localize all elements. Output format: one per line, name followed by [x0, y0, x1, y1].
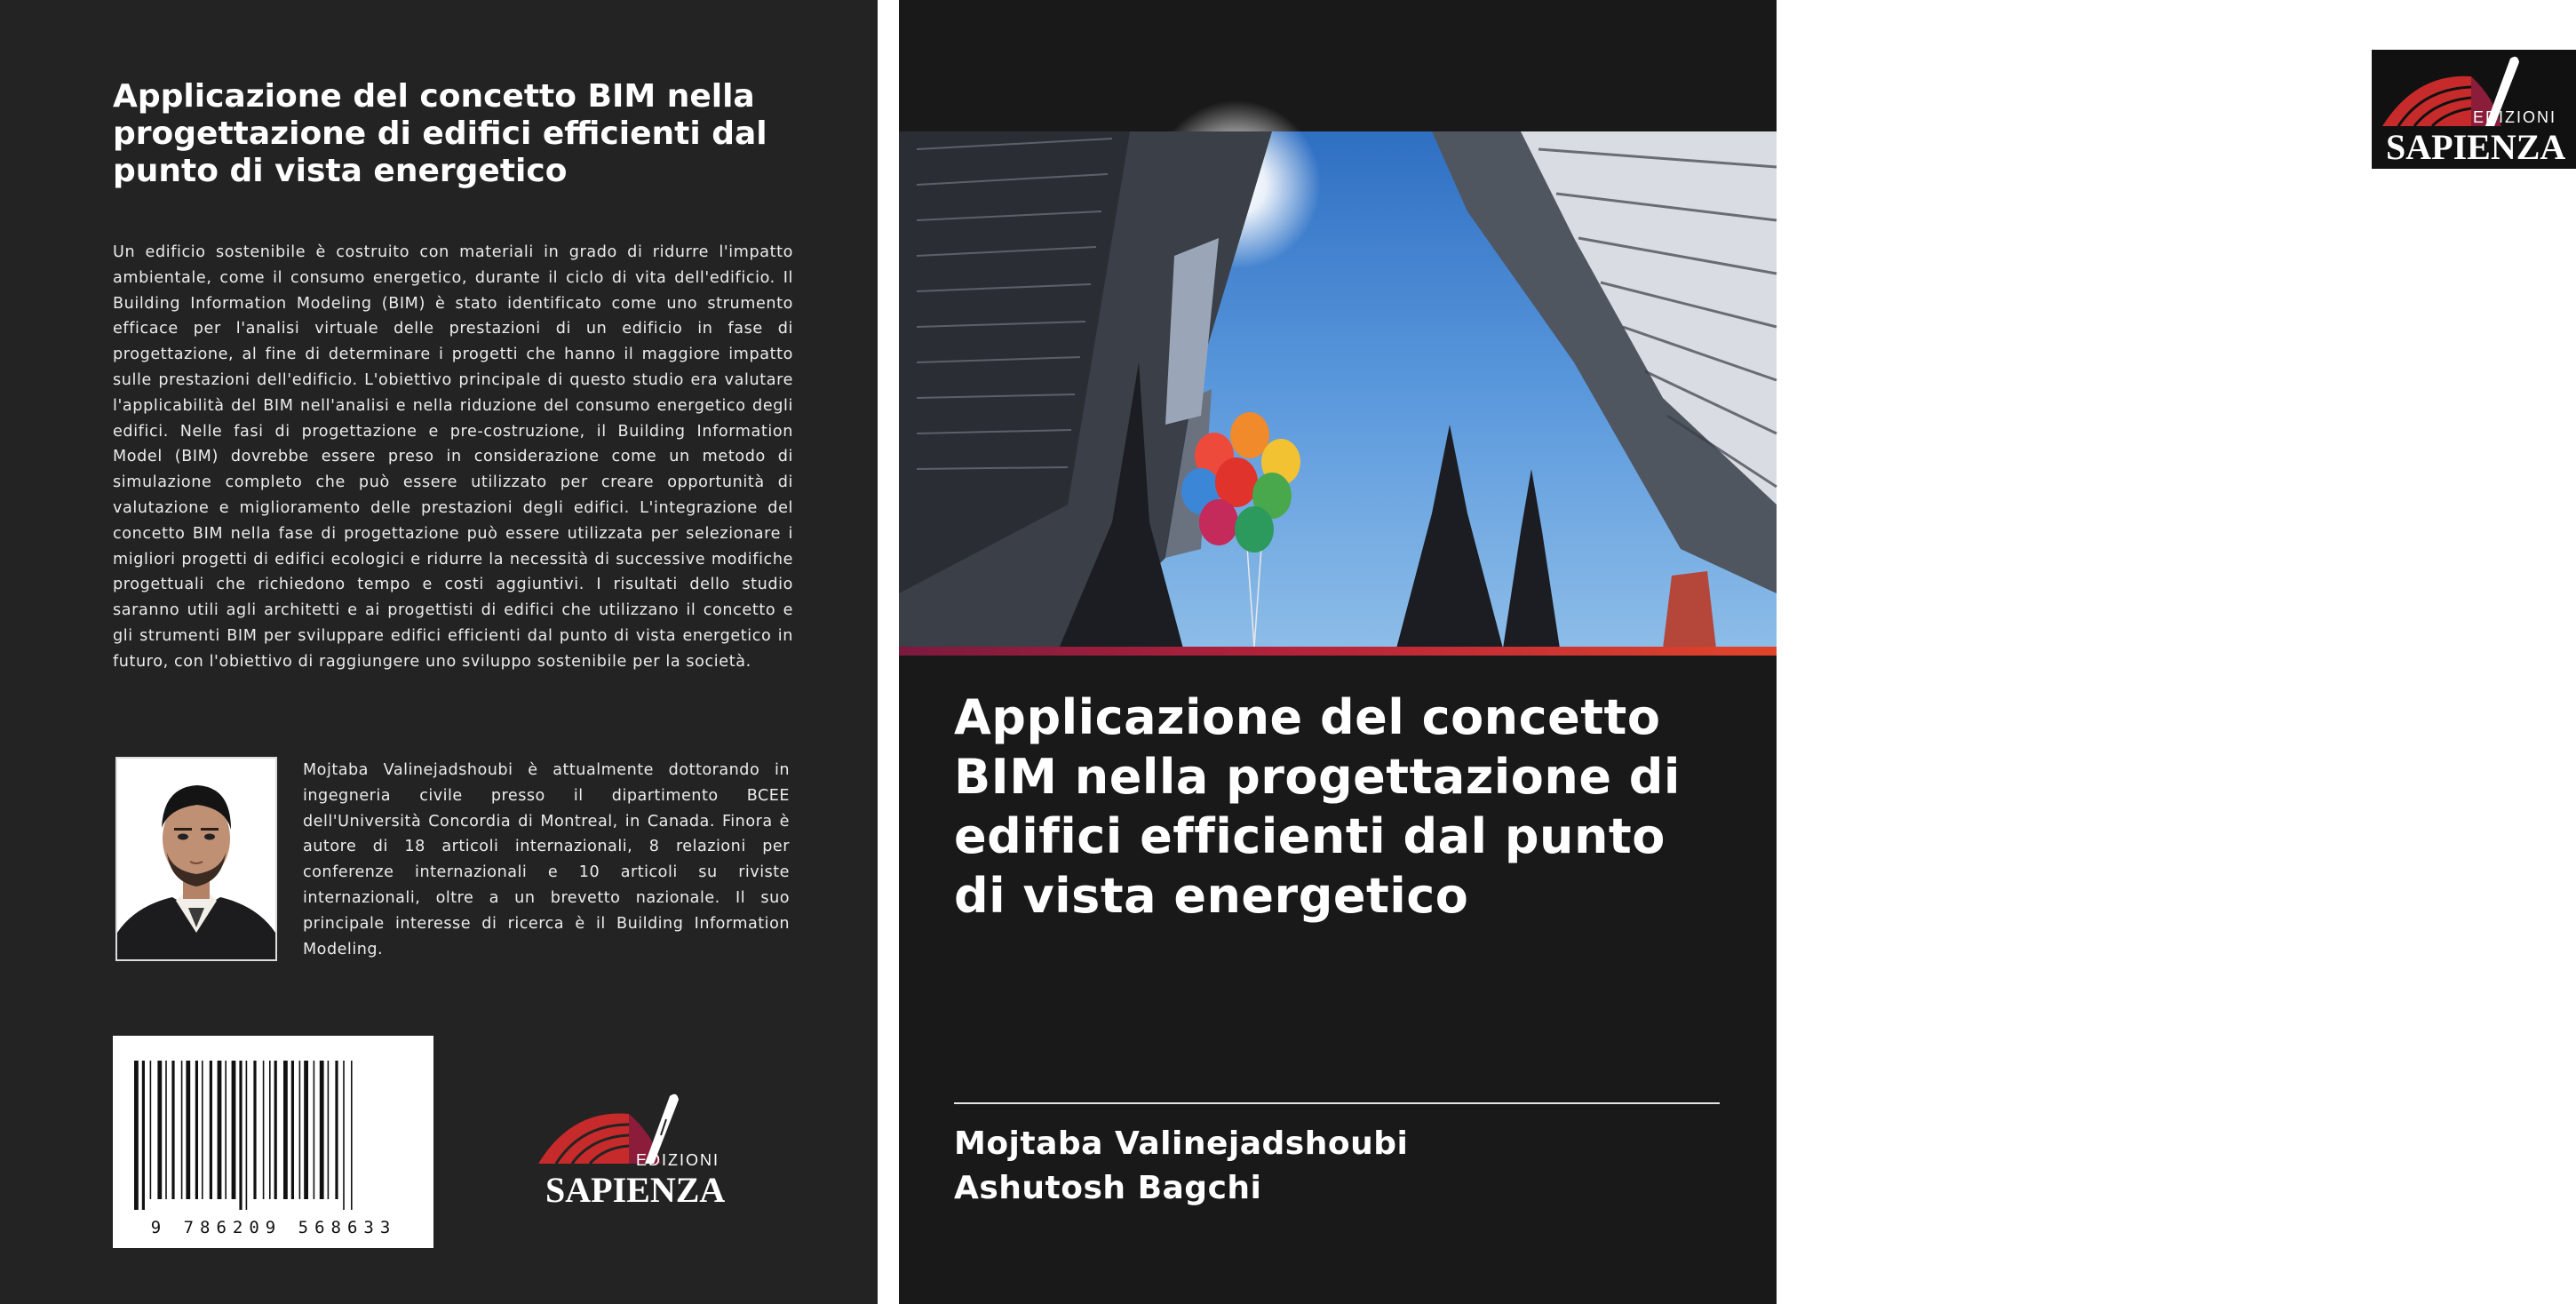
back-cover-abstract: Un edificio sostenibile è costruito con materiali in grado di ridurre l'impatto ambientale, come il consumo energetico, durante il ciclo di vita dell'edificio. Il Building Information Modeling (BIM) è stato identificato come uno strumento efficace per l'analisi virtuale delle prestazioni di un edificio in fase di progettazione, al fine di determinare i progetti che hanno il maggiore impatto sulle prestazioni dell'edificio. L'obiettivo principale di questo studio era valutare l'applicabilità del BIM nell'analisi e nella riduzione del consumo energetico degli edifici. Nelle fasi di progettazione e pre-costruzione, il Building Information Model (BIM) dovrebbe essere preso in considerazione come un metodo di simulazione completo che può essere utilizzato per creare opportunità di valutazione e miglioramento delle prestazioni degli edifici. L'integrazione del concetto BIM nella fase di progettazione può essere utilizzata per selezionare i migliori progetti di edifici ecologici e ridurre la necessità di successive modifiche progettuali che richiedono tempo e costi aggiuntivi. I risultati dello studio saranno utili agli architetti e ai progettisti di edifici che utilizzano il concetto e gli strumenti BIM per sviluppare edifici efficienti dal punto di vista energetico in futuro, con l'obiettivo di raggiungere uno sviluppo sostenibile per la società.	[113, 243, 793, 671]
barcode	[113, 1036, 433, 1248]
front-cover-divider	[954, 1102, 1720, 1104]
cover-color-stripe	[899, 647, 1777, 656]
author-photo	[115, 757, 277, 961]
author-portrait-icon	[117, 759, 275, 959]
front-cover-title: Applicazione del concetto BIM nella progettazione di edifici efficienti dal punto di vista energetico	[954, 689, 1681, 924]
logo-edizioni-text: EDIZIONI	[2473, 108, 2557, 126]
barcode-icon	[113, 1036, 433, 1248]
isbn-number: 9 786209 568633	[150, 1218, 397, 1237]
cover-photo-skyscrapers-balloons	[899, 131, 1777, 648]
front-cover	[899, 0, 2566, 1304]
logo-sapienza-text: SAPIENZA	[545, 1170, 726, 1210]
author-name-1: Mojtaba Valinejadshoubi	[954, 1125, 1409, 1162]
publisher-logo-front	[2372, 50, 2576, 169]
spine-gap	[878, 0, 899, 1304]
logo-edizioni-text: EDIZIONI	[636, 1151, 720, 1169]
skyscrapers-balloons-image-icon	[899, 131, 1777, 648]
back-cover	[0, 0, 878, 1304]
author-name-2: Ashutosh Bagchi	[954, 1170, 1262, 1206]
back-cover-title: Applicazione del concetto BIM nella progettazione di edifici efficienti dal punto di vista energetico	[113, 78, 767, 189]
author-bio: Mojtaba Valinejadshoubi è attualmente dottorando in ingegneria civile presso il dipartimento BCEE dell'Università Concordia di Montreal, in Canada. Finora è autore di 18 articoli internazionali, 8 relazioni per conferenze internazionali e 10 articoli su riviste internazionali, oltre a un brevetto nazionale. Il suo principale interesse di ricerca è il Building Information Modeling.	[303, 761, 790, 958]
logo-sapienza-text: SAPIENZA	[2386, 127, 2566, 167]
publisher-logo-back	[537, 1089, 734, 1212]
